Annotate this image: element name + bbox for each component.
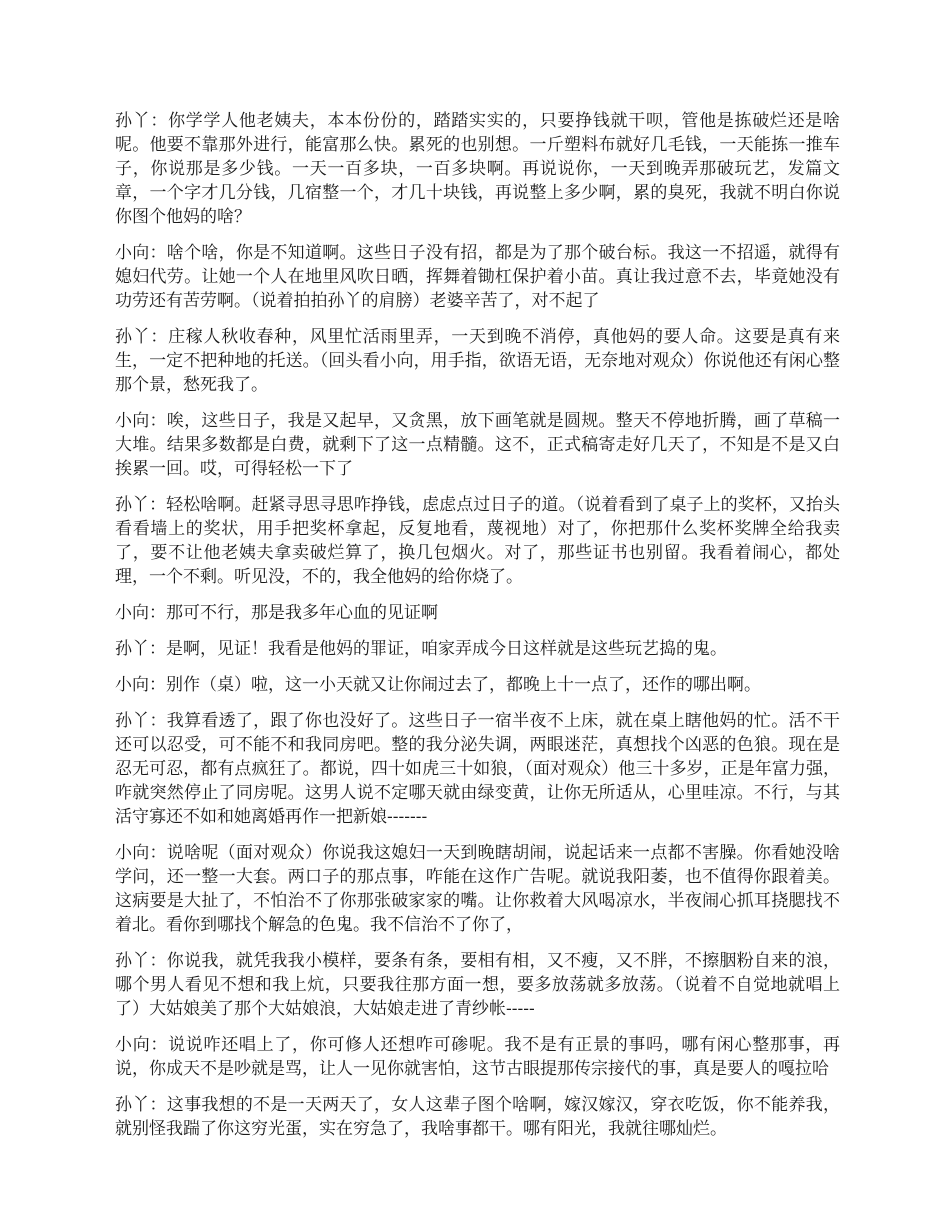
dialogue-paragraph-2: 小向：啥个啥，你是不知道啊。这些日子没有招，都是为了那个破台标。我这一不招遥，就得有媳妇代劳。让她一个人在地里风吹日晒，挥舞着锄杠保护着小苗。真让我过意不去，毕竟她没有功劳还有苦劳啊。（说着拍拍孙丫的肩膀）老婆辛苦了，对不起了	[115, 243, 840, 311]
dialogue-paragraph-11: 孙丫：你说我，就凭我我小模样，要条有条，要相有相，又不瘦，又不胖，不擦胭粉自来的浪，哪个男人看见不想和我上炕，只要我往那方面一想，要多放荡就多放荡。（说着不自觉地就唱上了）大姑娘美了那个大姑娘浪，大姑娘走进了青纱帐-----	[115, 951, 840, 1019]
dialogue-paragraph-7: 孙丫：是啊，见证！我看是他妈的罪证，咱家弄成今日这样就是这些玩艺捣的鬼。	[115, 639, 727, 659]
dialogue-paragraph-12: 小向：说说咋还唱上了，你可修人还想咋可碜呢。我不是有正景的事吗，哪有闲心整那事，再说，你成天不是吵就是骂，让人一见你就害怕，这节古眼提那传宗接代的事，真是要人的嘎拉哈	[115, 1035, 840, 1079]
dialogue-paragraph-6: 小向：那可不行，那是我多年心血的见证啊	[115, 603, 438, 623]
dialogue-paragraph-5: 孙丫：轻松啥啊。赶紧寻思寻思咋挣钱，虑虑点过日子的道。（说着看到了桌子上的奖杯，又抬头看看墙上的奖状，用手把奖杯拿起，反复地看，蔑视地）对了，你把那什么奖杯奖牌全给我卖了，要不让他老姨夫拿卖破烂算了，换几包烟火。对了，那些证书也别留。我看着闹心，都处理，一个不剩。听见没，不的，我全他妈的给你烧了。	[115, 495, 840, 587]
dialogue-paragraph-4: 小向：唉，这些日子，我是又起早，又贪黑，放下画笔就是圆规。整天不停地折腾，画了草稿一大堆。结果多数都是白费，就剩下了这一点精髓。这不，正式稿寄走好几天了，不知是不是又白挨累一回。哎，可得轻松一下了	[115, 411, 840, 479]
dialogue-paragraph-1: 孙丫：你学学人他老姨夫，本本份份的，踏踏实实的，只要挣钱就干呗，管他是拣破烂还是啥呢。他要不靠那外进行，能富那么快。累死的也别想。一斤塑料布就好几毛钱，一天能拣一推车子，你说那是多少钱。一天一百多块，一百多块啊。再说说你，一天到晚弄那破玩艺，发篇文章，一个字才几分钱，几宿整一个，才几十块钱，再说整上多少啊，累的臭死，我就不明白你说你图个他妈的啥？	[115, 111, 840, 227]
document-page	[115, 109, 840, 1153]
dialogue-paragraph-9: 孙丫：我算看透了，跟了你也没好了。这些日子一宿半夜不上床，就在桌上瞎他妈的忙。活不干还可以忍受，可不能不和我同房吧。整的我分泌失调，两眼迷茫，真想找个凶恶的色狼。现在是忍无可忍，都有点疯狂了。都说，四十如虎三十如狼，（面对观众）他三十多岁，正是年富力强，咋就突然停止了同房呢。这男人说不定哪天就由绿变黄，让你无所适从，心里哇凉。不行，与其活守寡还不如和她离婚再作一把新娘-------	[115, 711, 840, 827]
dialogue-paragraph-13: 孙丫：这事我想的不是一天两天了，女人这辈子图个啥啊，嫁汉嫁汉，穿衣吃饭，你不能养我，就别怪我踹了你这穷光蛋，实在穷急了，我啥事都干。哪有阳光，我就往哪灿烂。	[115, 1095, 840, 1139]
dialogue-paragraph-8: 小向：别作（桌）啦，这一小天就又让你闹过去了，都晚上十一点了，还作的哪出啊。	[115, 675, 761, 695]
dialogue-paragraph-10: 小向：说啥呢（面对观众）你说我这媳妇一天到晚瞎胡闹，说起话来一点都不害臊。你看她没啥学问，还一整一大套。两口子的那点事，咋能在这作广告呢。就说我阳萎，也不值得你跟着美。这病要是大扯了，不怕治不了你那张破家家的嘴。让你救着大风喝凉水，半夜闹心抓耳挠腮找不着北。看你到哪找个解急的色鬼。我不信治不了你了，	[115, 843, 840, 935]
dialogue-paragraph-3: 孙丫：庄稼人秋收春种，风里忙活雨里弄，一天到晚不消停，真他妈的要人命。这要是真有来生，一定不把种地的托送。（回头看小向，用手指，欲语无语，无奈地对观众）你说他还有闲心整那个景，愁死我了。	[115, 327, 840, 395]
